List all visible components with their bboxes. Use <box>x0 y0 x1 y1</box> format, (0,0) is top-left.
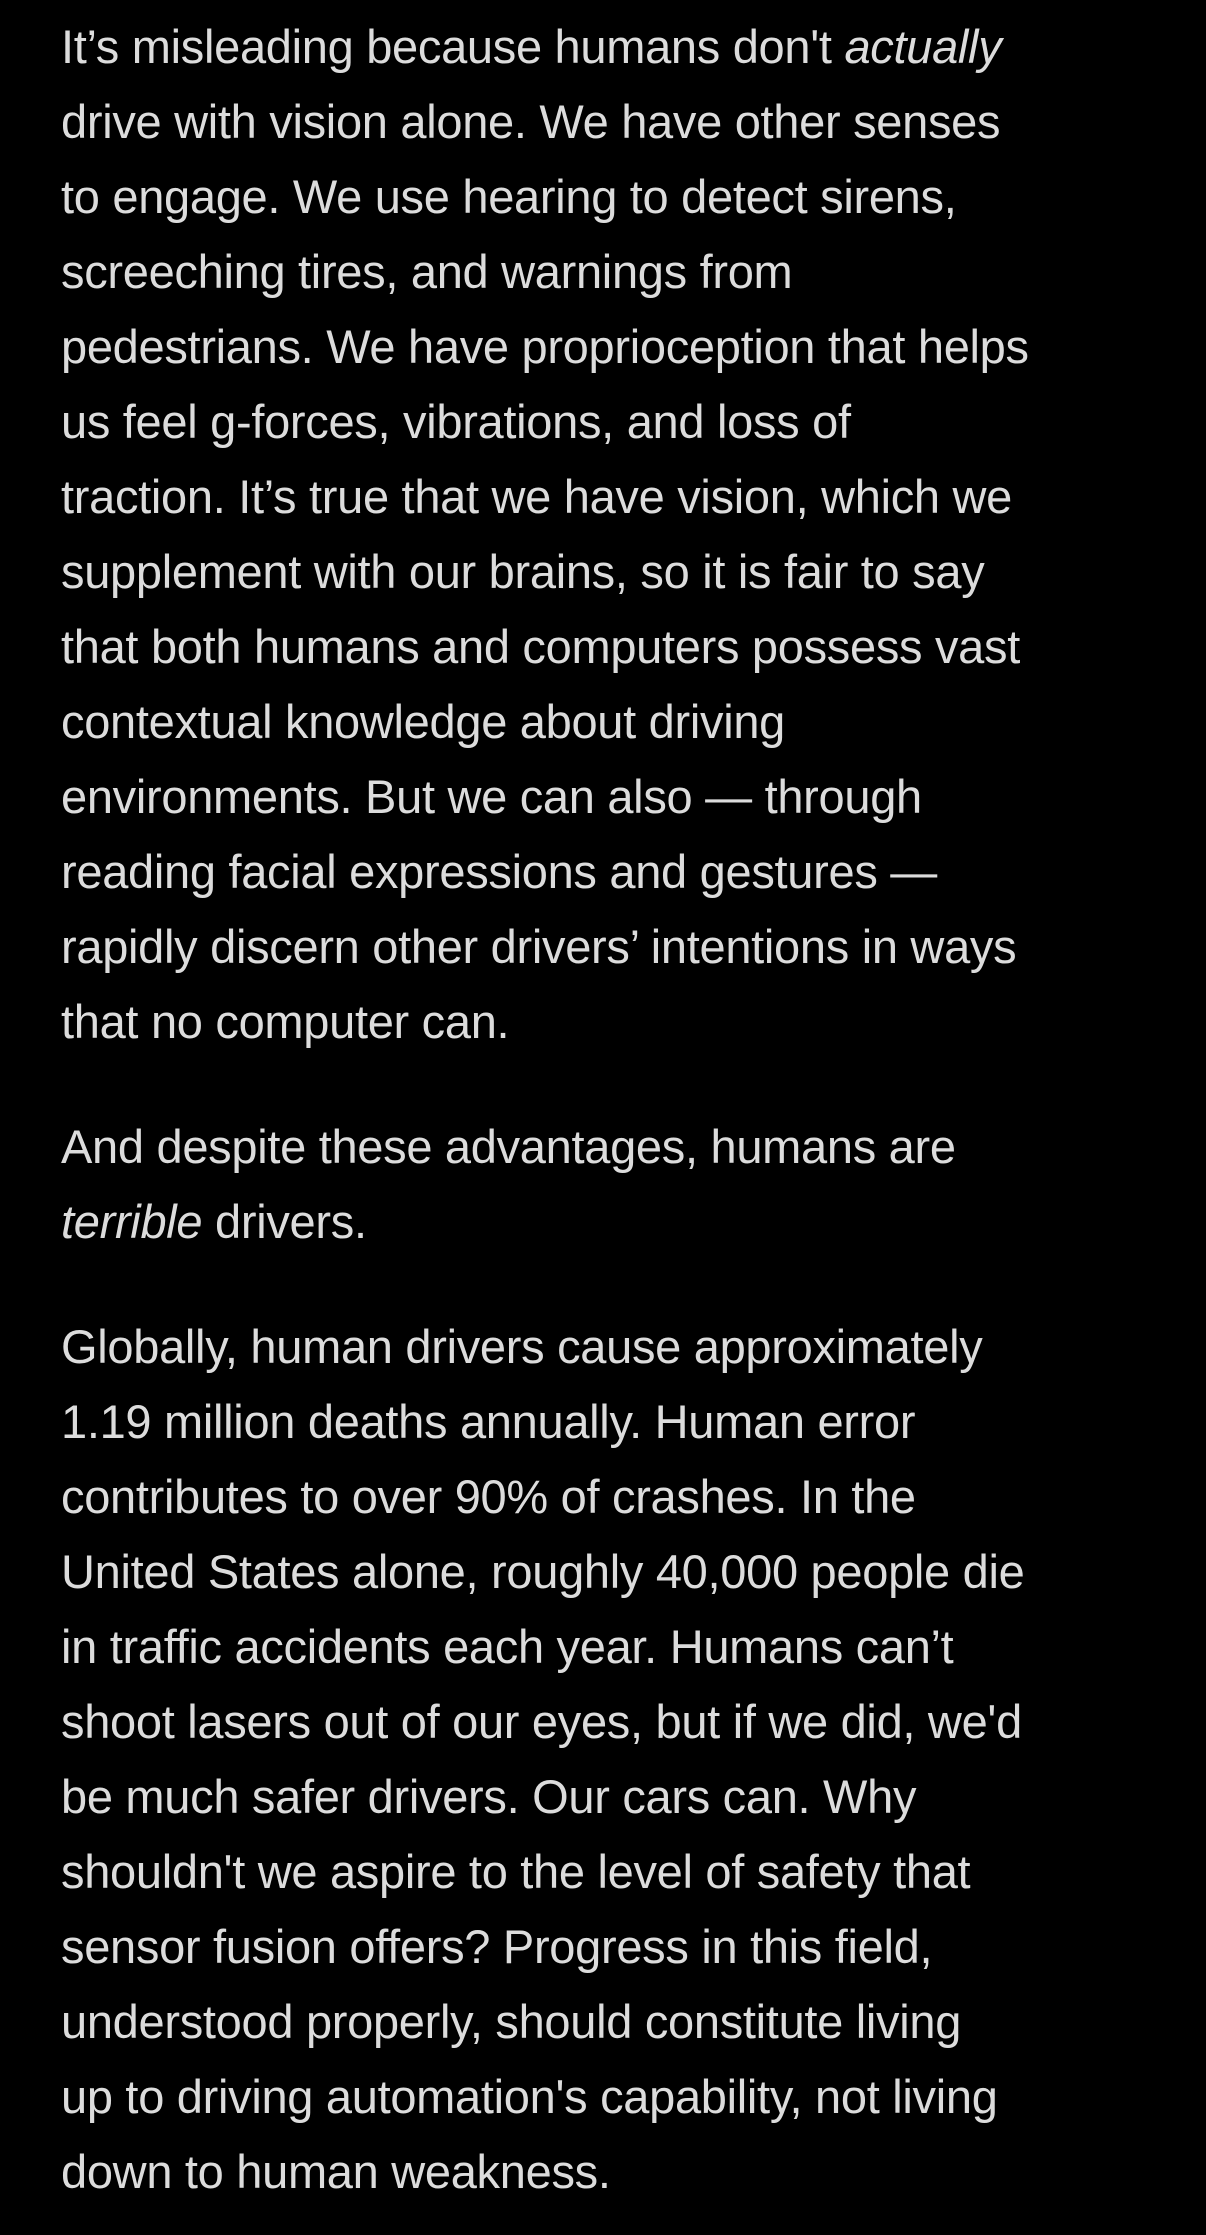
text-line: screeching tires, and warnings from <box>61 245 793 298</box>
text-line: terrible drivers. <box>61 1195 367 1248</box>
text-line: drive with vision alone. We have other senses <box>61 95 1001 148</box>
paragraph-global-statistics <box>61 1309 1171 2209</box>
text-line: shoot lasers out of our eyes, but if we did, we'd <box>61 1695 1022 1748</box>
text-line: contributes to over 90% of crashes. In the <box>61 1470 916 1523</box>
text-line: Globally, human drivers cause approximately <box>61 1320 983 1373</box>
text-line: It’s misleading because humans don't actually <box>61 20 1002 73</box>
emphasis-actually: actually <box>844 20 1002 73</box>
text-line: us feel g-forces, vibrations, and loss of <box>61 395 851 448</box>
text-line: traction. It’s true that we have vision, which we <box>61 470 1013 523</box>
text-line: 1.19 million deaths annually. Human error <box>61 1395 916 1448</box>
text-line: up to driving automation's capability, not living <box>61 2070 998 2123</box>
text-line: rapidly discern other drivers’ intentions in ways <box>61 920 1017 973</box>
text-line: contextual knowledge about driving <box>61 695 786 748</box>
paragraph-terrible-drivers <box>61 1109 1171 1259</box>
text-line: be much safer drivers. Our cars can. Why <box>61 1770 917 1823</box>
text-line: environments. But we can also — through <box>61 770 922 823</box>
text-line: that both humans and computers possess vast <box>61 620 1020 673</box>
text-line: shouldn't we aspire to the level of safety that <box>61 1845 971 1898</box>
text-line: And despite these advantages, humans are <box>61 1120 956 1173</box>
text-line: in traffic accidents each year. Humans can’t <box>61 1620 954 1673</box>
paragraph-human-senses <box>61 9 1171 1059</box>
text-line: down to human weakness. <box>61 2145 611 2198</box>
text-line: United States alone, roughly 40,000 people die <box>61 1545 1025 1598</box>
text-line: to engage. We use hearing to detect sirens, <box>61 170 957 223</box>
text-line: supplement with our brains, so it is fair to say <box>61 545 985 598</box>
text-line: pedestrians. We have proprioception that helps <box>61 320 1029 373</box>
text-line: that no computer can. <box>61 995 510 1048</box>
article-body <box>61 0 1171 2209</box>
emphasis-terrible: terrible <box>61 1195 203 1248</box>
text-line: reading facial expressions and gestures — <box>61 845 937 898</box>
text-line: understood properly, should constitute living <box>61 1995 962 2048</box>
text-line: sensor fusion offers? Progress in this field, <box>61 1920 933 1973</box>
